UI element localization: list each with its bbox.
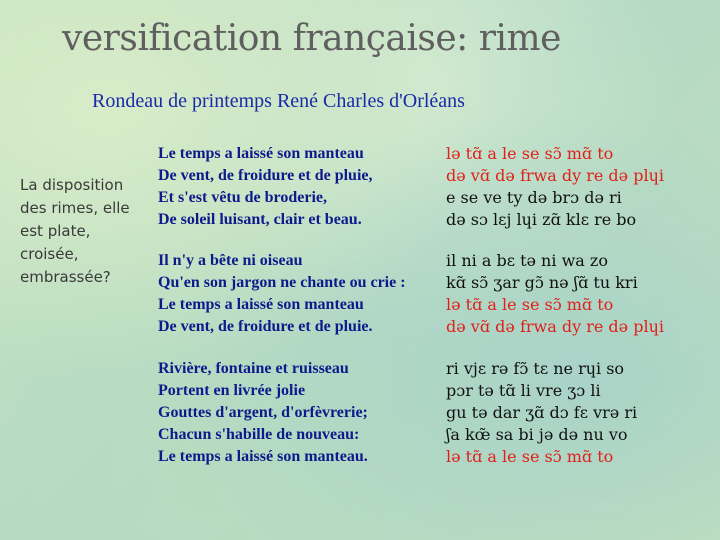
verse-ipa: də sɔ lɛj lɥi zɑ̃ klɛ re bo — [446, 210, 637, 229]
poem-subtitle: Rondeau de printemps René Charles d'Orléans — [92, 90, 465, 112]
verse-ipa: lə tɑ̃ a le se sɔ̃ mɑ̃ to — [446, 144, 614, 163]
verse-text: Le temps a laissé son manteau — [158, 296, 364, 313]
side-note-line: croisée, — [20, 245, 79, 263]
rhyme-question — [20, 174, 148, 289]
verse-text: De vent, de froidure et de pluie, — [158, 167, 373, 184]
verse-text: De vent, de froidure et de pluie. — [158, 318, 373, 335]
verse-ipa: gu tə dar ʒɑ̃ dɔ fɛ vrə ri — [446, 403, 638, 422]
verse-ipa: e se ve ty də brɔ də ri — [446, 188, 622, 207]
verse-ipa: ʃa kœ̃ sa bi jə də nu vo — [446, 425, 628, 444]
verse-ipa: də vɑ̃ də frwa dy re də plɥi — [446, 317, 664, 336]
verse-text: De soleil luisant, clair et beau. — [158, 211, 362, 228]
verse-text: Gouttes d'argent, d'orfèvrerie; — [158, 404, 368, 421]
verse-ipa: kɑ̃ sɔ̃ ʒar gɔ̃ nə ʃɑ̃ tu kri — [446, 273, 638, 292]
verse-text: Il n'y a bête ni oiseau — [158, 252, 303, 269]
verse-text: Portent en livrée jolie — [158, 382, 306, 399]
verse-ipa: lə tɑ̃ a le se sɔ̃ mɑ̃ to — [446, 295, 614, 314]
verse-text: Le temps a laissé son manteau — [158, 145, 364, 162]
verse-text: Rivière, fontaine et ruisseau — [158, 360, 349, 377]
verse-text: Le temps a laissé son manteau. — [158, 448, 368, 465]
verse-text: Chacun s'habille de nouveau: — [158, 426, 360, 443]
verse-ipa: pɔr tə tɑ̃ li vre ʒɔ li — [446, 381, 601, 400]
side-note-line: est plate, — [20, 222, 91, 240]
verse-ipa: ri vjɛ rə fɔ̃ tɛ ne rɥi so — [446, 359, 625, 378]
side-note-line: embrassée? — [20, 268, 111, 286]
verse-text: Et s'est vêtu de broderie, — [158, 189, 328, 206]
verse-ipa: il ni a bɛ tə ni wa zo — [446, 251, 608, 270]
verse-text: Qu'en son jargon ne chante ou crie : — [158, 274, 406, 291]
slide-title: versification française: rime — [62, 18, 561, 59]
verse-ipa: də vɑ̃ də frwa dy re də plɥi — [446, 166, 664, 185]
verse-ipa: lə tɑ̃ a le se sɔ̃ mɑ̃ to — [446, 447, 614, 466]
side-note-line: La disposition — [20, 176, 124, 194]
side-note-line: des rimes, elle — [20, 199, 130, 217]
